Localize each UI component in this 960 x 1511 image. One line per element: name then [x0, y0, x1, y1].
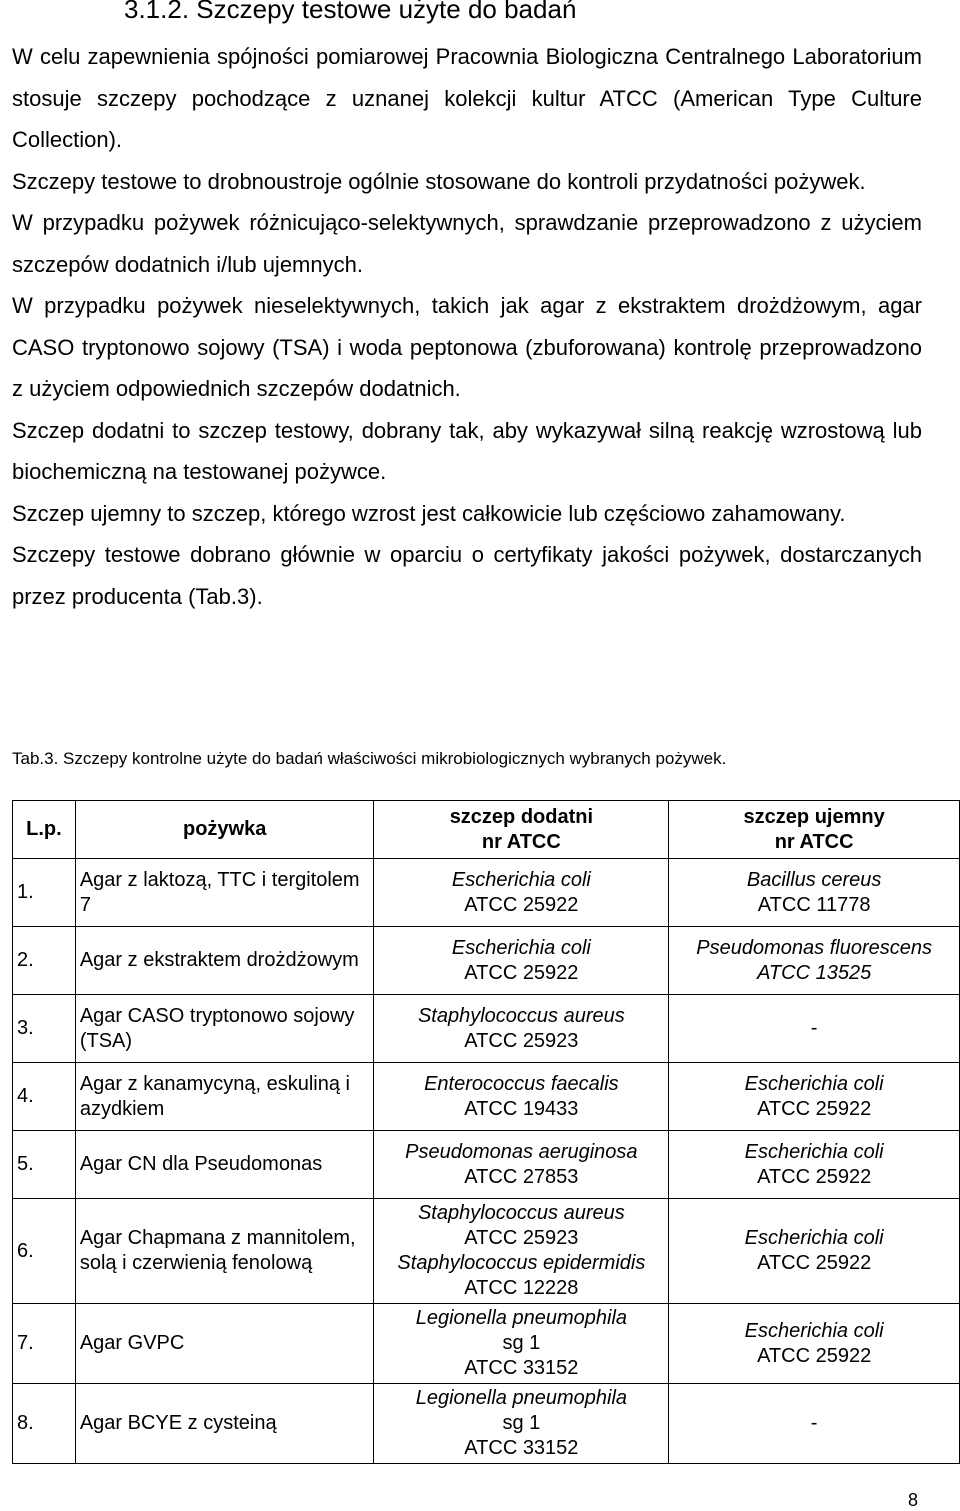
- strain-organism: Escherichia coli: [744, 1227, 884, 1249]
- paragraph: W celu zapewnienia spójności pomiarowej Pracownia Biologiczna Centralnego Laboratorium stosuje szczepy pochodzące z uznanej kolekcji kultur ATCC (American Type Culture Collection).: [12, 44, 922, 152]
- strain-organism: Staphylococcus epidermidis: [397, 1252, 646, 1274]
- row-number: 7.: [13, 1304, 76, 1384]
- table-row: [13, 859, 960, 927]
- positive-strain: [374, 1384, 669, 1464]
- header-negative-line1: szczep ujemny: [743, 805, 885, 828]
- strain-atcc: ATCC 11778: [757, 893, 871, 916]
- strain-atcc: ATCC 33152: [464, 1437, 579, 1459]
- positive-strain: [374, 927, 669, 995]
- negative-strain: [669, 927, 960, 995]
- strain-organism: Escherichia coli: [744, 1072, 884, 1095]
- negative-strain-none: -: [669, 995, 960, 1063]
- medium-name: Agar CN dla Pseudomonas: [75, 1131, 374, 1199]
- negative-strain: [669, 1063, 960, 1131]
- header-negative-line2: nr ATCC: [774, 830, 854, 853]
- row-number: 4.: [13, 1063, 76, 1131]
- row-number: 1.: [13, 859, 76, 927]
- strain-atcc: ATCC 25923: [464, 1029, 579, 1052]
- medium-name: Agar GVPC: [75, 1304, 374, 1384]
- medium-name: Agar Chapmana z mannitolem, solą i czerwienią fenolową: [75, 1199, 374, 1304]
- strain-organism: Escherichia coli: [451, 868, 591, 891]
- strain-atcc: ATCC 25922: [757, 1344, 872, 1367]
- paragraph: Szczep ujemny to szczep, którego wzrost jest całkowicie lub częściowo zahamowany.: [12, 500, 846, 526]
- strain-atcc: ATCC 25922: [464, 893, 579, 916]
- strain-organism: Enterococcus faecalis: [424, 1072, 619, 1095]
- medium-name: Agar z ekstraktem drożdżowym: [75, 927, 374, 995]
- strain-organism: Staphylococcus aureus: [417, 1004, 625, 1027]
- strain-organism: Escherichia coli: [744, 1319, 884, 1342]
- strain-atcc: ATCC 25923: [464, 1227, 579, 1249]
- row-number: 6.: [13, 1199, 76, 1304]
- table-row: [13, 995, 960, 1063]
- row-number: 8.: [13, 1384, 76, 1464]
- negative-strain: [669, 1199, 960, 1304]
- paragraph: Szczepy testowe to drobnoustroje ogólnie stosowane do kontroli przydatności pożywek.: [12, 168, 866, 194]
- negative-strain: [669, 1131, 960, 1199]
- header-positive-strain: [374, 801, 669, 859]
- strain-atcc: ATCC 19433: [464, 1097, 579, 1120]
- strain-atcc: ATCC 25922: [757, 1097, 872, 1120]
- paragraph: Szczep dodatni to szczep testowy, dobrany tak, aby wykazywał silną reakcję wzrostową lub biochemiczną na testowanej pożywce.: [12, 417, 922, 484]
- row-number: 3.: [13, 995, 76, 1063]
- negative-strain-none: -: [669, 1384, 960, 1464]
- strain-organism: Legionella pneumophila: [415, 1307, 628, 1329]
- strain-organism: Escherichia coli: [744, 1140, 884, 1163]
- strain-organism: Staphylococcus aureus: [417, 1202, 625, 1224]
- control-strains-table: [12, 800, 960, 1464]
- strain-organism: Legionella pneumophila: [415, 1387, 628, 1409]
- table-caption: Tab.3. Szczepy kontrolne użyte do badań właściwości mikrobiologicznych wybranych pożywek.: [12, 749, 727, 768]
- strain-atcc: ATCC 12228: [464, 1277, 579, 1299]
- header-positive-line1: szczep dodatni: [449, 805, 594, 828]
- table-row: [13, 1304, 960, 1384]
- header-positive-line2: nr ATCC: [481, 830, 561, 853]
- header-medium: pożywka: [75, 801, 374, 859]
- table-row: [13, 927, 960, 995]
- negative-strain: [669, 1304, 960, 1384]
- medium-name: Agar CASO tryptonowo sojowy (TSA): [75, 995, 374, 1063]
- page-number: 8: [908, 1490, 919, 1510]
- table-row: [13, 1131, 960, 1199]
- strain-organism: Bacillus cereus: [746, 868, 882, 891]
- positive-strain: [374, 995, 669, 1063]
- positive-strain: [374, 1131, 669, 1199]
- strain-atcc: ATCC 25922: [757, 1165, 872, 1188]
- strain-organism: Pseudomonas aeruginosa: [405, 1140, 638, 1163]
- row-number: 2.: [13, 927, 76, 995]
- strain-atcc: ATCC 13525: [757, 961, 872, 984]
- header-negative-strain: [669, 801, 960, 859]
- positive-strain: [374, 1304, 669, 1384]
- table-row: [13, 1384, 960, 1464]
- strain-organism: Escherichia coli: [451, 936, 591, 959]
- medium-name: Agar BCYE z cysteiną: [75, 1384, 374, 1464]
- positive-strain: [374, 1199, 669, 1304]
- strain-atcc: ATCC 27853: [464, 1165, 579, 1188]
- paragraph: W przypadku pożywek nieselektywnych, takich jak agar z ekstraktem drożdżowym, agar CASO tryptonowo sojowy (TSA) i woda peptonowa (zbuforowana) kontrolę przeprowadzono z użyciem odpowiednich szczepów dodatnich.: [12, 293, 922, 401]
- positive-strain: [374, 859, 669, 927]
- strain-atcc: ATCC 33152: [464, 1357, 579, 1379]
- strain-serogroup: sg 1: [502, 1412, 541, 1434]
- strain-atcc: ATCC 25922: [464, 961, 579, 984]
- body-text: [12, 36, 922, 617]
- table-header-row: [13, 801, 960, 859]
- positive-strain: [374, 1063, 669, 1131]
- medium-name: Agar z laktozą, TTC i tergitolem 7: [75, 859, 374, 927]
- paragraph: W przypadku pożywek różnicująco-selektywnych, sprawdzanie przeprowadzono z użyciem szczepów dodatnich i/lub ujemnych.: [12, 210, 922, 277]
- strain-atcc: ATCC 25922: [757, 1252, 872, 1274]
- row-number: 5.: [13, 1131, 76, 1199]
- header-lp: L.p.: [13, 801, 76, 859]
- negative-strain: [669, 859, 960, 927]
- table-row: [13, 1063, 960, 1131]
- section-heading: 3.1.2. Szczepy testowe użyte do badań: [124, 0, 577, 24]
- strain-organism: Pseudomonas fluorescens: [696, 936, 932, 959]
- paragraph: Szczepy testowe dobrano głównie w oparciu o certyfikaty jakości pożywek, dostarczanych przez producenta (Tab.3).: [12, 542, 922, 609]
- table-row: [13, 1199, 960, 1304]
- strain-serogroup: sg 1: [502, 1332, 541, 1354]
- medium-name: Agar z kanamycyną, eskuliną i azydkiem: [75, 1063, 374, 1131]
